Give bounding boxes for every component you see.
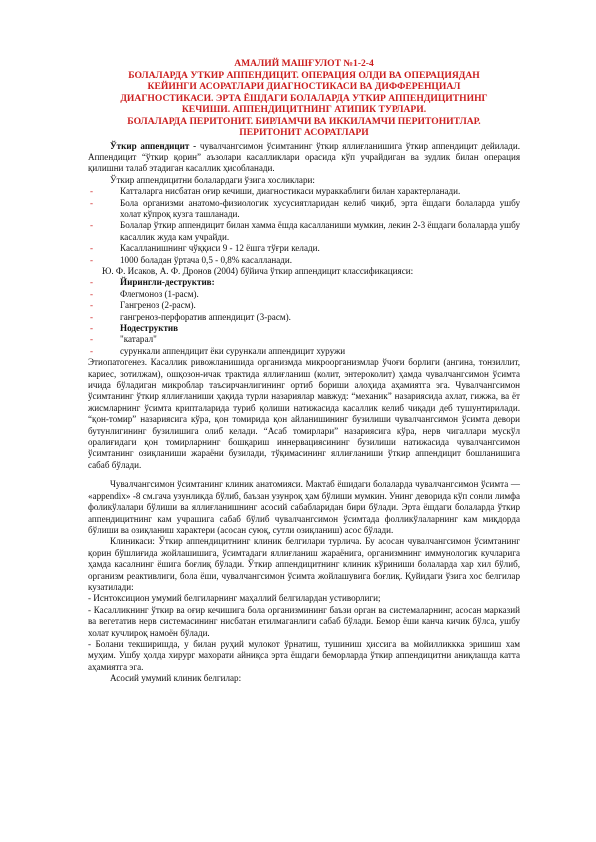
list-item	[88, 243, 520, 254]
bullet-marker: -	[90, 288, 94, 299]
classification-list	[88, 277, 520, 357]
etiopathogenesis-paragraph: Этиопатогенез. Касаллик ривожланишида организмда микроорганизмлар ўчоғи борлиги (ангина, тонзиллит, кариес, зотилжам), ошқозон-ичак трактида яллиғланиш (колит, энтероколит) ҳамда чувалчангсимон ўсимта ичида бўладиган микроблар таъсирчанлигининг ортиб бориши алоҳида аҳамиятга эга. Чувалчангсимон ўсимтанинг ўткир яллиғланиши ҳақида турли назариялар мавжуд: “механик” назариясида ахлат, гижжа, ва ёт жисмларнинг ўсимта крипталарида туриб қолиши натижасида касаллик келиб чиқади деб тушунтирилади. “қон-томир” назариясига кўра, қон томирида қон айланишининг бузилиши чувалчангсимон ўсимта девори бутунлигининг бузилишига олиб келади. “Асаб томирлари” назариясига кўра, нерв чигаллари мускўл оралиғидаги қон томирларнинг бошқариш иннервациясининг бузилиши натижасида чувалчангсимон ўсимтанинг озиқланиши жараёни бузилади, тўқимасининг яллиғланиши ўткир аппендицит бошланишига сабаб бўлади.	[88, 357, 520, 470]
list-item	[88, 334, 520, 345]
list-item-text: гангреноз-перфоратив аппендицит (3-расм).	[120, 311, 291, 322]
clinic-point: - Иснтоксицион умумий белгиларнинг маҳаллий белгилардан устиворлиги;	[88, 593, 381, 604]
list-item	[88, 186, 520, 197]
list-item-text: Гангреноз (2-расм).	[120, 300, 196, 311]
title-line: КЕЧИШИ. АППЕНДИЦИТНИНГ АТИПИК ТУРЛАРИ.	[181, 104, 427, 115]
list-item	[88, 289, 520, 300]
list-item-text: "катарал"	[120, 334, 157, 345]
bullet-marker: -	[90, 334, 94, 345]
clinic-point: - Касалликнинг ўткир ва оғир кечишига бола организмининг баъзи орган ва системаларнинг, асосан марказий ва вегетатив нерв системасининг нисбатан етилмаганлиги сабаб бўлади. Бемор ёши канча кичик бўлса, ушбу холат кучлироқ намоён бўлади.	[88, 604, 520, 638]
document-title	[88, 58, 520, 139]
bullet-marker: -	[90, 186, 94, 197]
bullet-marker: -	[90, 345, 94, 356]
title-line: БОЛАЛАРДА ПЕРИТОНИТ. БИРЛАМЧИ ВА ИККИЛАМЧИ ПЕРИТОНИТЛАР.	[127, 115, 481, 127]
list-item-text: Нодеструктив	[120, 323, 179, 333]
bullet-marker: -	[90, 254, 94, 265]
title-line: БОЛАЛАРДА УТКИР АППЕНДИЦИТ. ОПЕРАЦИЯ ОЛДИ ВА ОПЕРАЦИЯДАН	[128, 69, 480, 81]
title-line: КЕЙИНГИ АСОРАТЛАРИ ДИАГНОСТИКАСИ ВА ДИФФЕРЕНЦИАЛ	[147, 81, 461, 92]
list-item	[88, 300, 520, 311]
bullet-marker: -	[90, 197, 94, 208]
bullet-marker: -	[90, 277, 94, 288]
features-heading: Ўткир аппендицитни болалардаги ўзига хосликлари:	[110, 174, 315, 185]
intro-paragraph	[88, 141, 520, 175]
list-item	[88, 346, 520, 357]
list-item	[88, 323, 520, 334]
features-list	[88, 186, 520, 266]
bullet-marker: -	[90, 243, 94, 254]
list-item-text: Йирингли-деструктив:	[120, 277, 215, 288]
list-item-text: 1000 боладан ўртача 0,5 - 0,8% касалланади.	[120, 254, 293, 265]
document-page	[88, 58, 520, 685]
classification-heading: Ю. Ф. Исаков, А. Ф. Дронов (2004) бўйича ўткир аппендицит классификацияси:	[102, 265, 414, 276]
bullet-marker: -	[90, 300, 94, 311]
list-item	[88, 220, 520, 243]
intro-text: чувалчангсимон ўсимтанинг ўткир яллиғланишига ўткир аппендицит дейилади. Аппендицит “ўткир қорин” аъзолари касалликлари орасида кўп учрайдиган ва зудлик билан операция қилишни талаб этадиган касаллик ҳисобланади.	[88, 140, 520, 174]
anatomy-paragraph: Чувалчангсимон ўсимтанинг клиник анатомияси. Мактаб ёшидаги болаларда чувалчангсимон ўсимта — «appendix» -8 см.гача узунликда бўлиб, баъзан узунроқ ҳам бўлиши мумкин. Унинг деворида кўп сонли лимфа фоликўлалари бўлиши ва яллиғланишнинг асосий сабабларидан бири бўлади. Эрта ёшдаги болаларда ўткир аппендицитнинг кам учрашига сабаб бўлиб чувалчангсимон ўсимтада фолликўлаларнинг кам миқдорда бўлиши ва озиқланиш характери (асосан суюқ, сутли озиқланиш) асос бўлади.	[88, 479, 520, 535]
bullet-marker: -	[90, 323, 94, 333]
list-item	[88, 312, 520, 323]
intro-term: Ўткир аппендицит -	[110, 140, 197, 151]
title-line: АМАЛИЙ МАШҒУЛОТ №1-2-4	[234, 58, 374, 69]
title-line: ПЕРИТОНИТ АСОРАТЛАРИ	[239, 127, 369, 138]
list-item	[88, 198, 520, 221]
bullet-marker: -	[90, 311, 94, 322]
list-item-text: Бола организми анатомо-физиологик хусусиятларидан келиб чиқиб, эрта ёшдаги болаларда ушбу холат кўпроқ кузга ташланади.	[120, 197, 520, 219]
list-item-text: Флегмоноз (1-расм).	[120, 288, 199, 299]
clinic-paragraph: Клиникаси: Ўткир аппендицитнинг клиник белгилари турлича. Бу асосан чувалчангсимон ўсимтанинг қорин бўшлиғида жойлашишига, ўсимтадаги яллиғланиш жараёнига, организмнинг иммунологик кучларига ҳамда касалнинг ёшига боғлиқ бўлади. Ўткир аппендицитнинг клиник кўриниши болаларда хар хил бўлиб, организм реактивлиги, бола ёши, чувалчангсимон ўсимта жойлашувига боғлиқ. Қуйидаги ўзига хос белгилар кузатилади:	[88, 536, 520, 592]
clinic-point: - Болани текширишда, у билан руҳий мулокот ўрнатиш, тушиниш ҳиссига ва мойилликкка эришиш хам муҳим. Ушбу ҳолда хирург махорати айниқса эрта ёшдаги беморларда ўткир аппендицитни аниқлашда катта аҳамиятга эга.	[88, 638, 520, 672]
list-item-text: Касалланишнинг чўққиси 9 - 12 ёшга тўғри келади.	[120, 243, 320, 254]
list-item-text: сурункали аппендицит ёки сурункали аппендицит хуружи	[120, 345, 346, 356]
bullet-marker: -	[90, 220, 94, 231]
list-item-text: Болалар ўткир аппендицит билан хамма ёшда касалланиши мумкин, лекин 2-3 ёшдаги болаларда ушбу касаллик жуда кам учрайди.	[120, 220, 520, 242]
main-signs-heading: Асосий умумий клиник белгилар:	[110, 673, 242, 684]
title-line: ДИАГНОСТИКАСИ. ЭРТА ЁШДАГИ БОЛАЛАРДА УТКИР АППЕНДИЦИТНИНГ	[120, 92, 488, 104]
list-item	[88, 277, 520, 288]
list-item	[88, 255, 520, 266]
paragraph-gap	[88, 471, 520, 479]
list-item-text: Катталарга нисбатан оғир кечиши, диагностикаси мураккаблиги билан характерланади.	[120, 186, 461, 197]
